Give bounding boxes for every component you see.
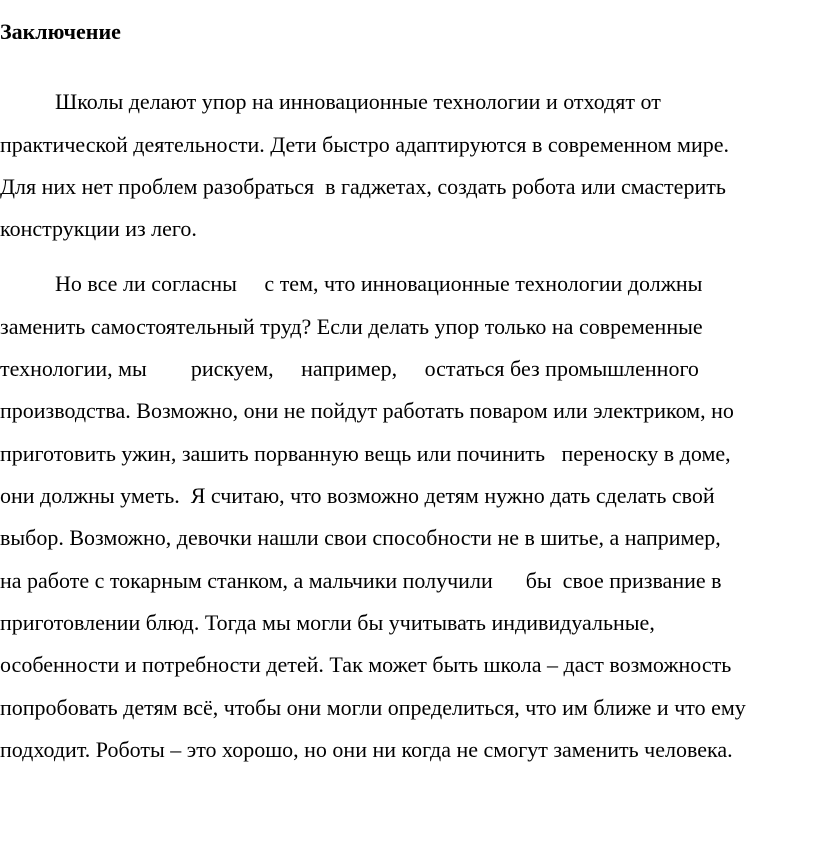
- paragraph-line: заменить самостоятельный труд? Если делать упор только на современные: [0, 314, 703, 339]
- paragraph-line: попробовать детям всё, чтобы они могли определиться, что им ближе и что ему: [0, 695, 746, 720]
- paragraph-line: выбор. Возможно, девочки нашли свои способности не в шитье, а например,: [0, 525, 721, 550]
- paragraph-line: технологии, мы рискуем, например, остаться без промышленного: [0, 356, 699, 381]
- paragraph-line: они должны уметь. Я считаю, что возможно детям нужно дать сделать свой: [0, 483, 715, 508]
- paragraph-line: практической деятельности. Дети быстро адаптируются в современном мире.: [0, 132, 730, 157]
- paragraph-line: производства. Возможно, они не пойдут работать поваром или электриком, но: [0, 398, 734, 423]
- paragraph-line: конструкции из лего.: [0, 216, 197, 241]
- paragraph-line: Но все ли согласны с тем, что инновационные технологии должны: [0, 271, 703, 296]
- paragraph-line: особенности и потребности детей. Так может быть школа – даст возможность: [0, 652, 732, 677]
- paragraph-line: подходит. Роботы – это хорошо, но они ни когда не смогут заменить человека.: [0, 737, 733, 762]
- paragraph-line: Школы делают упор на инновационные технологии и отходят от: [0, 89, 661, 114]
- paragraph-line: приготовлении блюд. Тогда мы могли бы учитывать индивидуальные,: [0, 610, 655, 635]
- paragraph-line: на работе с токарным станком, а мальчики получили бы свое призвание в: [0, 568, 722, 593]
- paragraph-line: приготовить ужин, зашить порванную вещь или починить переноску в доме,: [0, 441, 731, 466]
- document-title: Заключение: [0, 19, 121, 44]
- paragraph-line: Для них нет проблем разобраться в гаджетах, создать робота или смастерить: [0, 174, 726, 199]
